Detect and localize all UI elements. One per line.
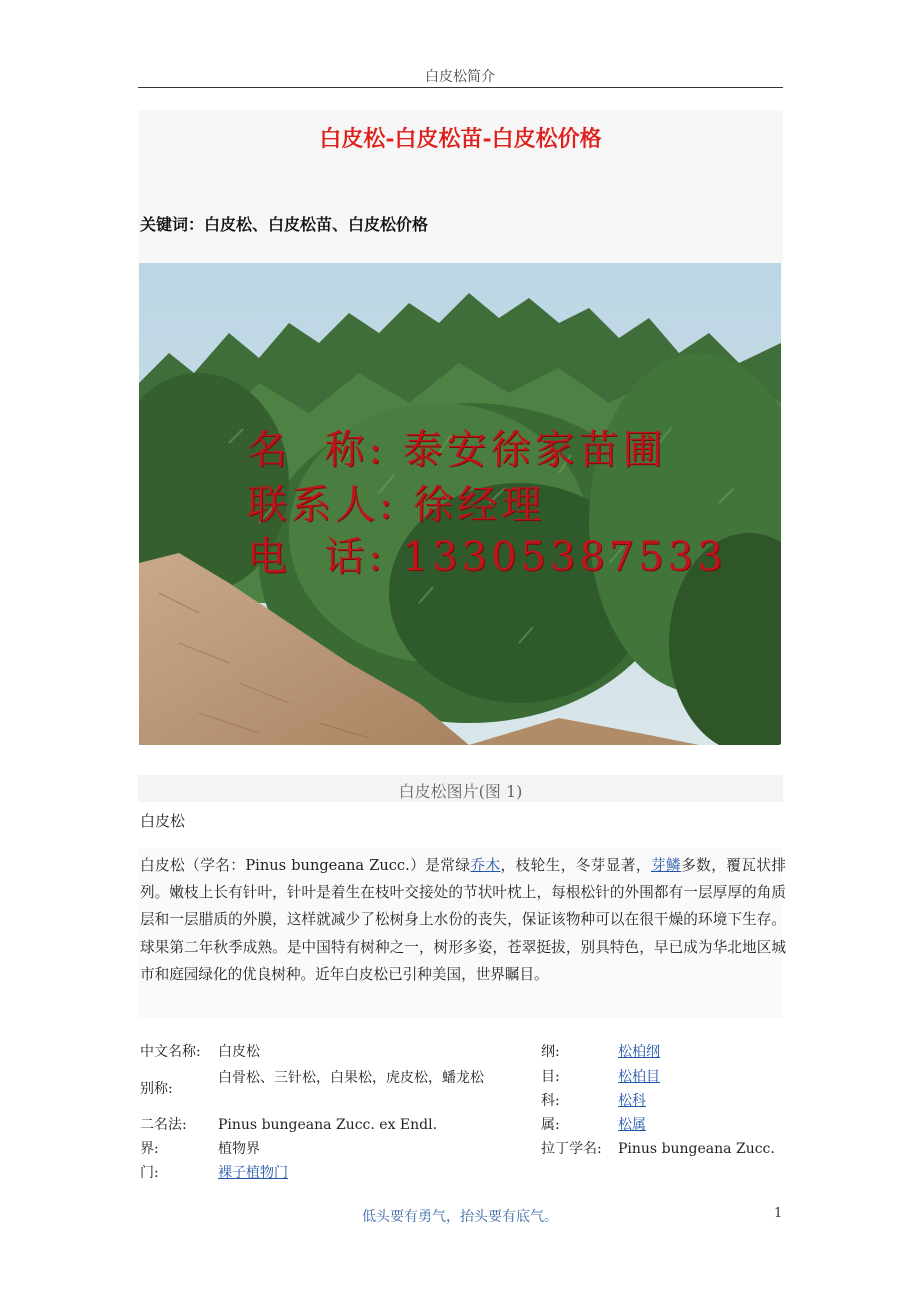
info-label-phylum: 门: [140,1165,159,1181]
footer-motto: 低头要有勇气，抬头要有底气。 [362,1209,558,1225]
info-label-class: 纲: [541,1044,560,1060]
info-value-chinese-name: 白皮松 [218,1044,260,1060]
description-text-3: 多数，覆瓦状排列。嫩枝上长有针叶，针叶是着生在枝叶交接处的节状叶枕上，每根松针的外围都有一层厚厚的角质层和一层腊质的外膜，这样就减少了松树身上水份的丧失，保证该物种可以在很干燥的环境下生存。球果第二年秋季成熟。是中国特有树种之一，树形多姿，苍翠挺拔，别具特色，早已成为华北地区城市和庭园绿化的优良树种。近年白皮松已引种美国，世界瞩目。 [140,857,786,983]
running-header: 白皮松简介 [425,69,495,85]
info-label-kingdom: 界: [140,1141,159,1157]
link-tree[interactable]: 乔木 [470,857,501,874]
watermark-line-phone: 电 话: 13305387533 [247,534,727,580]
info-link-family[interactable]: 松科 [618,1093,646,1109]
info-link-class[interactable]: 松柏纲 [618,1044,660,1060]
watermark-line-name: 名 称: 泰安徐家苗圃 [247,427,667,473]
info-label-latin-name: 拉丁学名: [541,1141,602,1157]
info-value-alias: 白骨松、三针松，白果松，虎皮松，蟠龙松 [218,1070,484,1086]
info-label-order: 目: [541,1069,560,1085]
info-label-family: 科: [541,1093,560,1109]
pine-photo [139,263,781,745]
description-paragraph [140,852,786,988]
watermark-line-contact: 联系人: 徐经理 [247,482,546,528]
info-link-phylum[interactable]: 裸子植物门 [218,1165,288,1181]
info-value-latin-name: Pinus bungeana Zucc. [618,1141,775,1157]
header-rule [138,87,783,88]
page-number: 1 [774,1206,783,1221]
photo-caption: 白皮松图片(图 1) [398,782,523,801]
info-label-genus: 属: [541,1117,560,1133]
info-label-chinese-name: 中文名称: [140,1044,201,1060]
info-label-alias: 别称: [140,1081,173,1097]
info-value-binomial: Pinus bungeana Zucc. ex Endl. [218,1117,438,1133]
info-link-genus[interactable]: 松属 [618,1117,646,1133]
link-bud-scale[interactable]: 芽鳞 [650,857,682,874]
article-title: 白皮松-白皮松苗-白皮松价格 [319,126,602,152]
section-label: 白皮松 [140,812,186,830]
description-text-2: ，枝轮生，冬芽显著， [500,857,651,874]
info-value-kingdom: 植物界 [218,1141,260,1157]
keywords-line: 关键词：白皮松、白皮松苗、白皮松价格 [140,215,429,234]
info-link-order[interactable]: 松柏目 [618,1069,660,1085]
description-text-1: 白皮松（学名：Pinus bungeana Zucc.）是常绿 [140,857,471,874]
info-label-binomial: 二名法: [140,1117,187,1133]
